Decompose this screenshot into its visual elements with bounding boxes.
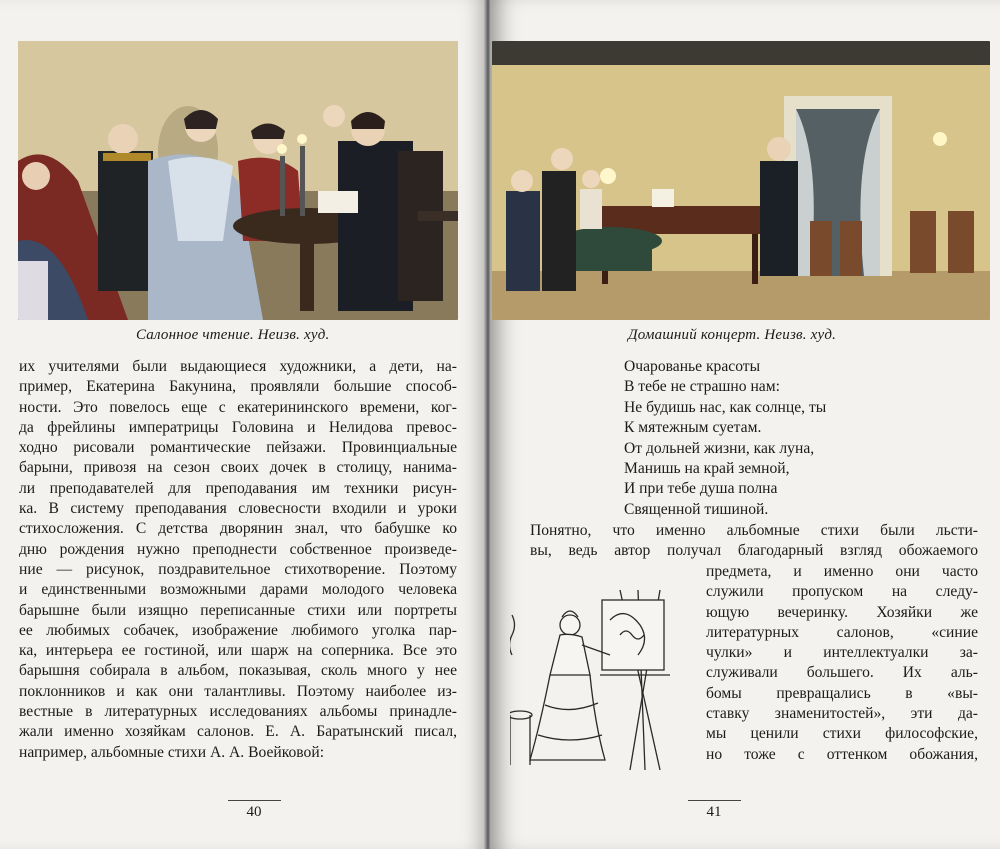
text-line: ставку знаменитостей», эти да-: [706, 705, 978, 723]
text-line: ние — рисунок, поздравительное стихотворение. Поэтому: [19, 560, 457, 578]
text-line: ходно рисовали романтические пейзажи. Провинциальные: [19, 439, 457, 457]
text-line: предмета, и именно они часто: [706, 563, 978, 580]
poem-line: Священной тишиной.: [624, 500, 769, 518]
poem-line: От дольней жизни, как луна,: [624, 439, 815, 457]
right-page-number: 41: [706, 804, 722, 820]
left-body-text: [19, 357, 457, 763]
text-line: да фрейлины императрицы Головина и Нелидова превос-: [19, 418, 457, 436]
left-page: [0, 0, 487, 849]
poem: [624, 357, 826, 520]
text-line: служивали большего. Их аль-: [706, 664, 978, 682]
text-line: например, альбомные стихи А. А. Воейковой:: [19, 743, 325, 761]
right-page: [490, 0, 1000, 849]
text-line: барышня собирала в альбом, показывая, сколь много у нее: [19, 662, 457, 680]
text-line: ности. Это повелось еще с екатерининского времени, ког-: [19, 398, 457, 416]
poem-line: И при тебе душа полна: [624, 480, 778, 498]
text-line: дню рождения нужно преподнести собственное произведе-: [19, 540, 457, 558]
text-line: их учителями были выдающиеся художники, а дети, на-: [19, 358, 457, 375]
poem-line: Манишь на край земной,: [624, 460, 790, 478]
text-line: поклонников и как они талантливы. Поэтому наиболее из-: [19, 682, 457, 700]
lady-painting-sketch: [510, 575, 700, 775]
salon-reading-illustration: [18, 41, 458, 320]
poem-line: В тебе не страшно нам:: [624, 378, 780, 396]
text-line: барыни, привозя на сезон своих дочек в столицу, нанима-: [19, 459, 457, 477]
poem-line: К мятежным суетам.: [624, 419, 762, 437]
right-body-text-wrapped: [706, 562, 978, 765]
text-line: служили пропуском на следу-: [706, 583, 978, 601]
text-line: чулки» и интеллектуалки за-: [706, 644, 978, 662]
text-line: литературных салонов, «синие: [706, 623, 978, 641]
text-line: вы, ведь автор получал благодарный взгляд обожаемого: [530, 542, 978, 560]
text-line: бомы превращались в «вы-: [706, 684, 978, 702]
text-line: ка. В систему преподавания словесности входили и уроки: [19, 500, 457, 518]
left-figure-caption: Салонное чтение. Неизв. худ.: [136, 327, 330, 343]
text-line: мы ценили стихи философские,: [706, 725, 978, 743]
text-line: жали именно хозяйкам салонов. Е. А. Баратынский писал,: [19, 723, 457, 741]
right-body-text-full: [530, 521, 978, 562]
text-line: вестные в литературных исследованиях альбомы принадле-: [19, 703, 457, 721]
text-line: Понятно, что именно альбомные стихи были льсти-: [530, 522, 978, 539]
text-line: ка, интерьера ее гостиной, или шарж на соперника. Все это: [19, 642, 457, 660]
home-concert-illustration: [492, 41, 990, 320]
text-line: и единственными возможными дарами молодого человека: [19, 581, 457, 599]
right-footer-rule: [688, 800, 741, 801]
poem-line: Не будишь нас, как солнце, ты: [624, 398, 827, 416]
text-line: ли преподавателей для преподавания им техники рисун-: [19, 479, 457, 497]
text-line: стихосложения. С детства дворянин знал, что бабушке ко: [19, 520, 457, 538]
left-page-number: 40: [246, 804, 262, 820]
poem-line: Очарованье красоты: [624, 358, 761, 375]
text-line: пример, Екатерина Бакунина, проявляли большие способ-: [19, 378, 457, 396]
left-footer-rule: [228, 800, 281, 801]
right-figure-caption: Домашний концерт. Неизв. худ.: [628, 327, 837, 343]
text-line: ющую вечеринку. Хозяйки же: [706, 603, 978, 621]
text-line: ее любимых собачек, изображение любимого уголка пар-: [19, 621, 457, 639]
text-line: но тоже с оттенком обожания,: [706, 745, 978, 763]
text-line: барышне были изящно переписанные стихи или портреты: [19, 601, 457, 619]
